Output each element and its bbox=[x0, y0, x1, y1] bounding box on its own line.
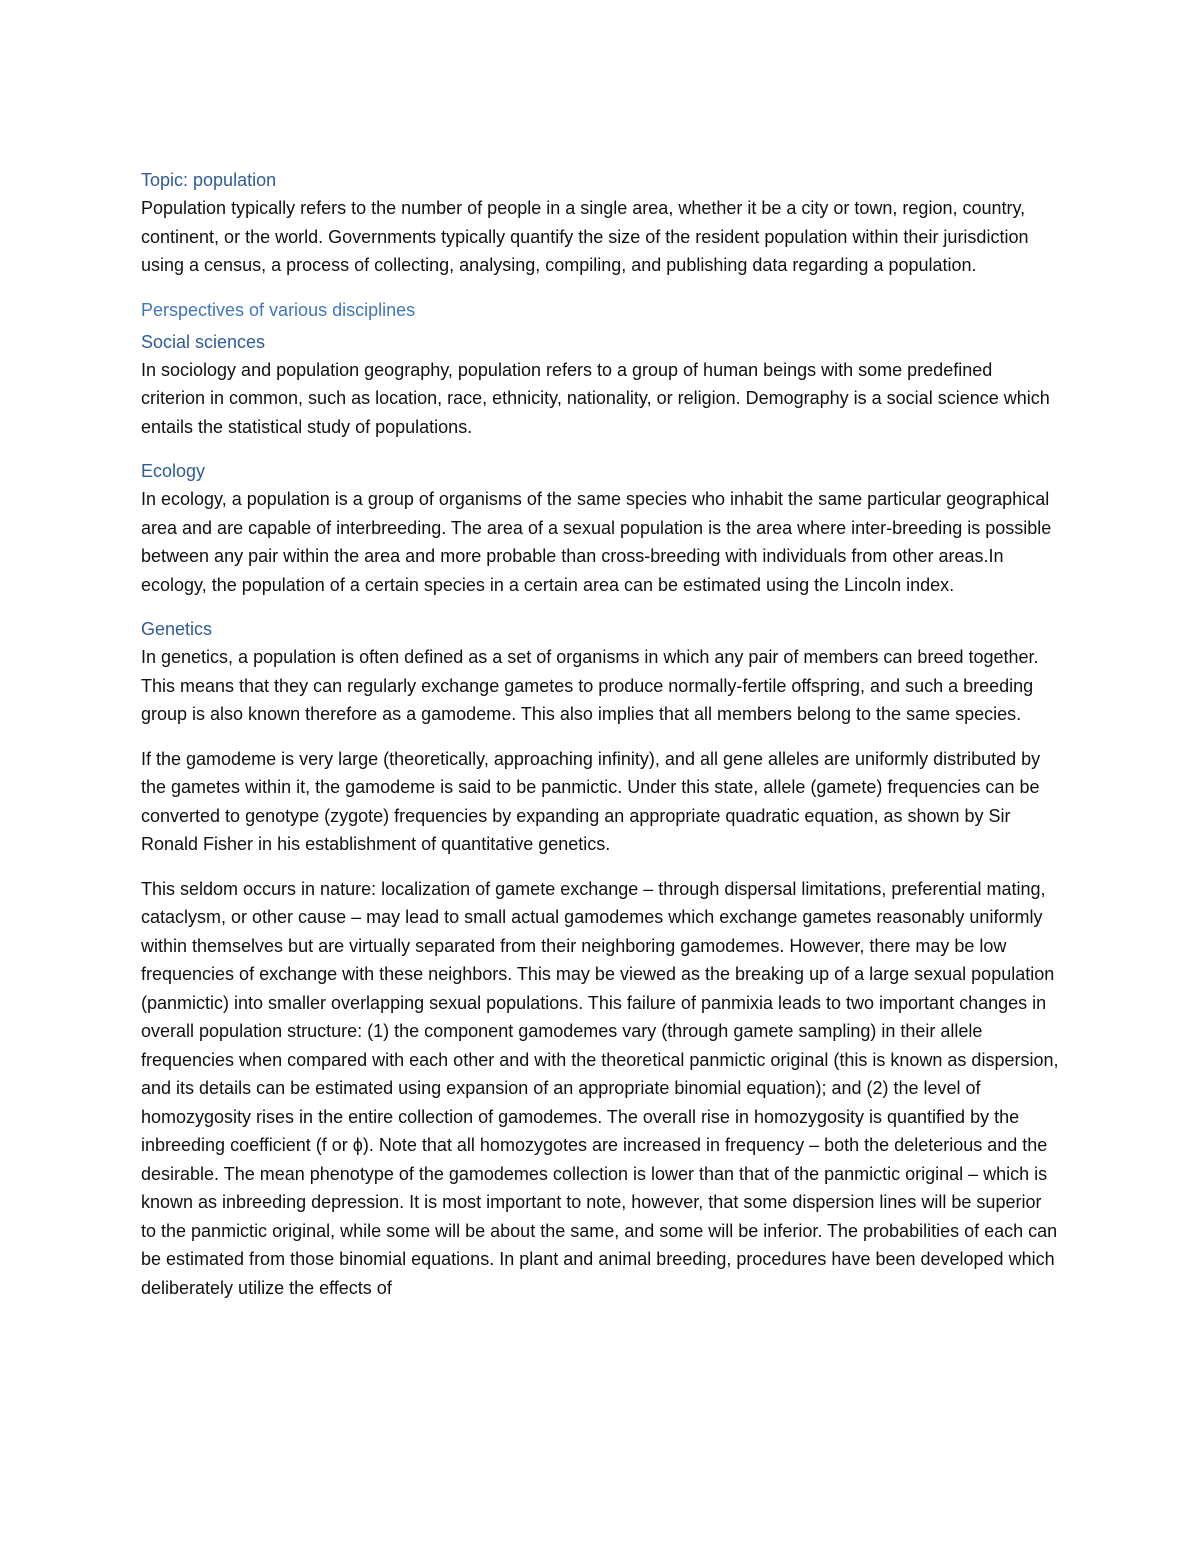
topic-intro-paragraph: Population typically refers to the number of people in a single area, whether it be a city or town, region, country, continent, or the world. Governments typically quantify the size of the resident population within their jurisdiction using a census, a process of collecting, analysing, compiling, and publishing data regarding a population. bbox=[141, 198, 1029, 275]
genetics-paragraph-3: This seldom occurs in nature: localization of gamete exchange – through dispersal limitations, preferential mating, cataclysm, or other cause – may lead to small actual gamodemes which exchange gametes reasonably uniformly within themselves but are virtually separated from their neighboring gamodemes. However, there may be low frequencies of exchange with these neighbors. This may be viewed as the breaking up of a large sexual population (panmictic) into smaller overlapping sexual populations. This failure of panmixia leads to two important changes in overall population structure: (1) the component gamodemes vary (through gamete sampling) in their allele frequencies when compared with each other and with the theoretical panmictic original (this is known as dispersion, and its details can be estimated using expansion of an appropriate binomial equation); and (2) the level of homozygosity rises in the entire collection of gamodemes. The overall rise in homozygosity is quantified by the inbreeding coefficient (f or ϕ). Note that all homozygotes are increased in frequency – both the deleterious and the desirable. The mean phenotype of the gamodemes collection is lower than that of the panmictic original – which is known as inbreeding depression. It is most important to note, however, that some dispersion lines will be superior to the panmictic original, while some will be about the same, and some will be inferior. The probabilities of each can be estimated from those binomial equations. In plant and animal breeding, procedures have been developed which deliberately utilize the effects of bbox=[141, 878, 1059, 1298]
ecology-paragraph: In ecology, a population is a group of organisms of the same species who inhabit the same particular geographical area and are capable of interbreeding. The area of a sexual population is the area where inter-breeding is possible between any pair within the area and more probable than cross-breeding with individuals from other areas.In ecology, the population of a certain species in a certain area can be estimated using the Lincoln index. bbox=[141, 489, 1052, 595]
social-sciences-paragraph: In sociology and population geography, population refers to a group of human beings with some predefined criterion in common, such as location, race, ethnicity, nationality, or religion. Demography is a social science which entails the statistical study of populations. bbox=[141, 359, 1050, 437]
perspectives-heading: Perspectives of various disciplines bbox=[141, 299, 416, 320]
social-sciences-heading: Social sciences bbox=[141, 331, 266, 352]
topic-heading: Topic: population bbox=[141, 170, 277, 190]
document-page bbox=[141, 166, 1059, 1302]
ecology-heading: Ecology bbox=[141, 461, 206, 481]
genetics-paragraph-2: If the gamodeme is very large (theoretically, approaching infinity), and all gene alleles are uniformly distributed by the gametes within it, the gamodeme is said to be panmictic. Under this state, allele (gamete) frequencies can be converted to genotype (zygote) frequencies by expanding an appropriate quadratic equation, as shown by Sir Ronald Fisher in his establishment of quantitative genetics. bbox=[141, 748, 1041, 854]
genetics-heading: Genetics bbox=[141, 619, 213, 639]
genetics-paragraph-1: In genetics, a population is often defined as a set of organisms in which any pair of members can breed together. This means that they can regularly exchange gametes to produce normally-fertile offspring, and such a breeding group is also known therefore as a gamodeme. This also implies that all members belong to the same species. bbox=[141, 647, 1039, 724]
